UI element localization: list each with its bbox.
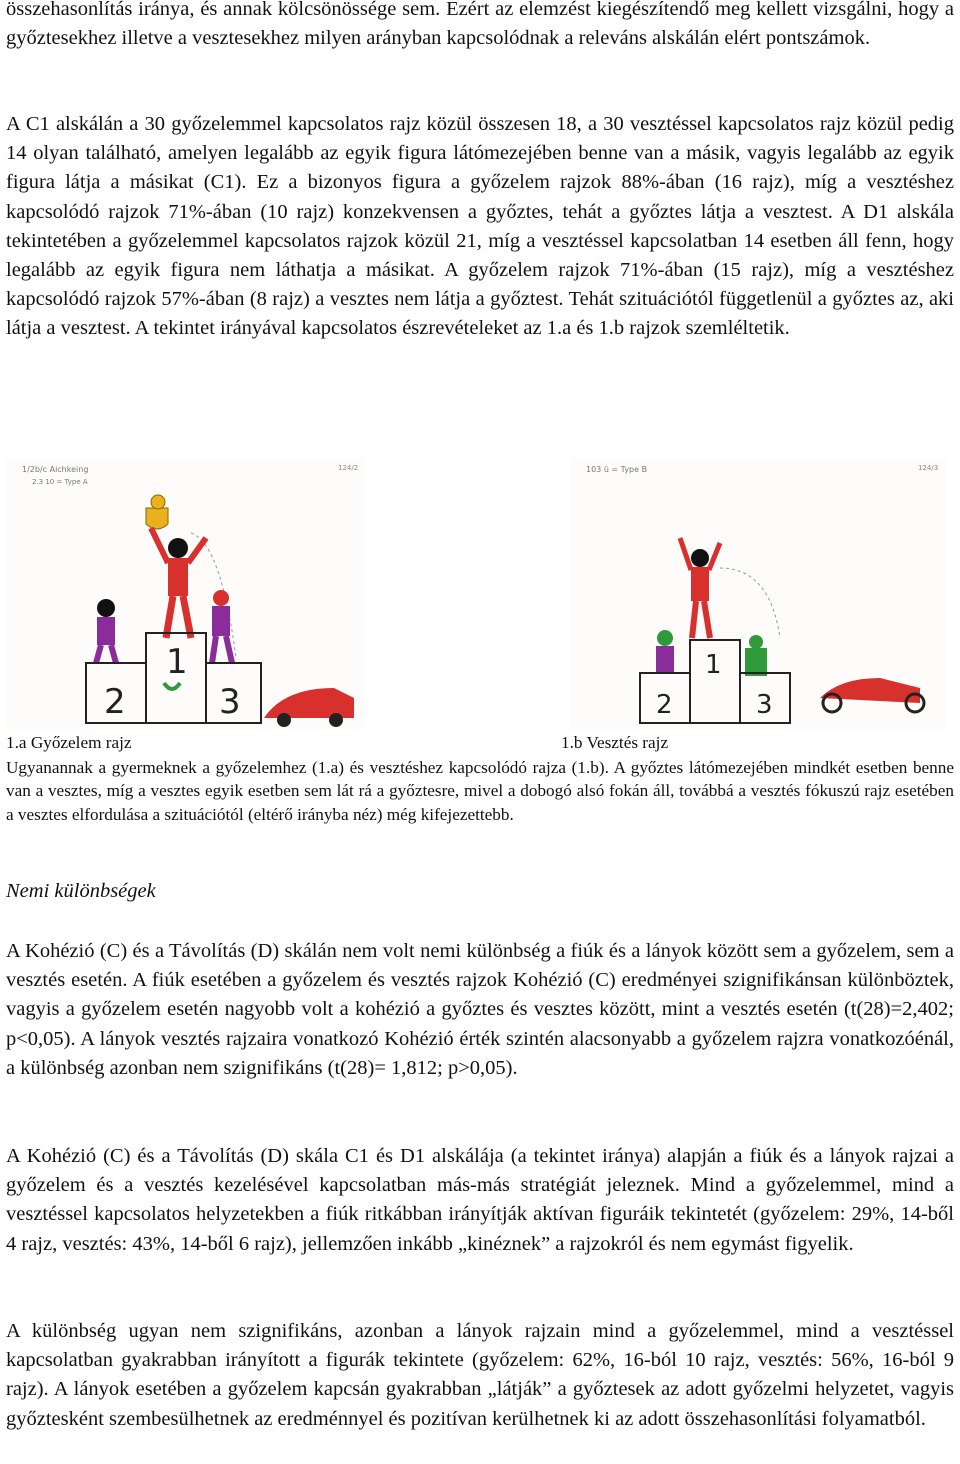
figure-1a-podium-1: 1: [166, 642, 188, 682]
figure-1a-victory-drawing: [6, 458, 364, 730]
figure-1a-handwriting-sub: 2.3 10 = Type A: [32, 478, 88, 486]
paragraph-c1-d1: A C1 alskálán a 30 győzelemmel kapcsolatos rajz közül összesen 18, a 30 vesztéssel kapcsolatos rajz közül pedig 14 olyan található, amelyen legalább az egyik figura látómezejében benne van a másik, vagyis legalább az egyik figura látja a másikat (C1). Ez a bizonyos figura a győzelem rajzok 88%-ában (16 rajz), míg a vesztéshez kapcsolódó rajzok 71%-ában (10 rajz) konzekvensen a győztes, tehát a győztes látja a vesztest. A D1 alskála tekintetében a győzelemmel kapcsolatos rajzok közül 21, míg a vesztéssel kapcsolatban 14 esetben áll fenn, hogy legalább az egyik figura nem láthatja a másikat. A győzelem rajzok 71%-ában (15 rajz), míg a vesztéshez kapcsolódó rajzok 57%-ában (8 rajz) a vesztes nem látja a győztest. Tehát szituációtól függetlenül a győztes az, aki látja a vesztest. A tekintet irányával kapcsolatos észrevételeket az 1.a és 1.b rajzok szemléltetik.: [6, 113, 954, 340]
section-heading: Nemi különbségek: [6, 880, 156, 902]
paragraph-figure-note: Ugyanannak a gyermeknek a győzelemhez (1.a) és vesztéshez kapcsolódó rajza (1.b). A győztes látómezejében mindkét esetben benne van a vesztes, míg a vesztes egyik esetben sem lát rá a győztesre, mivel a dobogó alsó fokán áll, továbbá a vesztés fókuszú rajz esetében a vesztes elfordulása a szituációtól (eltérő irányba néz) még kifejezettebb.: [6, 758, 954, 824]
figure-1b-podium-2: 2: [656, 690, 673, 720]
figure-1a-podium-3: 3: [219, 682, 241, 722]
figure-1b-loss-drawing: [570, 458, 946, 730]
figure-1a-handwriting: 1/2b/c Aichkeing: [22, 465, 89, 474]
figure-1a-corner-note: 124/2: [338, 464, 359, 472]
paragraph-gender-3: A különbség ugyan nem szignifikáns, azonban a lányok rajzain mind a győzelemmel, mind a vesztéssel kapcsolatban gyakrabban irányított a figurák tekintete (győzelem: 62%, 16-ból 10 rajz, vesztés: 56%, 16-ból 9 rajz). A lányok esetében a győzelem kapcsán gyakrabban „látják” a győztesek az adott győzelmi helyzetet, vagyis győztesként szembesülhetnek az eredménnyel és pozitívan kerülhetnek ki az adott összehasonlítási folyamatból.: [6, 1320, 954, 1430]
paragraph-gender-2: A Kohézió (C) és a Távolítás (D) skála C1 és D1 alskálája (a tekintet iránya) alapján a fiúk és a lányok rajzai a győzelem és a vesztés kezelésével kapcsolatban más-más stratégiát jeleznek. Mind a győzelemmel, mind a vesztéssel kapcsolatos helyzetekben a fiúk ritkábban irányítják aktívan figuráik tekintetét (győzelem: 29%, 14-ből 4 rajz, vesztés: 43%, 14-ből 6 rajz), jellemzően inkább „kinéznek” a rajzokról és nem egymást figyelik.: [6, 1145, 954, 1255]
figure-1b-corner-note: 124/3: [918, 464, 939, 472]
figure-1b-podium-3: 3: [756, 690, 773, 720]
paragraph-intro-tail: összehasonlítás iránya, és annak kölcsönössége sem. Ezért az elemzést kiegészítendő meg kellett vizsgálni, hogy a győztesekhez illetve a vesztesekhez milyen arányban kapcsolódnak a releváns alskálán elért pontszámok.: [6, 0, 954, 50]
figure-1a-podium-2: 2: [104, 682, 126, 722]
figure-1b-handwriting: 103 ü = Type B: [586, 465, 648, 474]
paragraph-gender-1: A Kohézió (C) és a Távolítás (D) skálán nem volt nemi különbség a fiúk és a lányok között sem a győzelem, sem a vesztés esetén. A fiúk esetében a győzelem és vesztés rajzok Kohézió (C) eredményei szignifikánsan különböztek, vagyis a győzelem esetén nagyobb volt a kohézió a győztes és vesztes között, mint a vesztés esetén (t(28)=2,402; p<0,05). A lányok vesztés rajzaira vonatkozó Kohézió érték szintén alacsonyabb a győzelem rajzra vonatkozóénál, a különbség azonban nem szignifikáns (t(28)= 1,812; p>0,05).: [6, 940, 954, 1079]
figure-1b-caption: 1.b Vesztés rajz: [561, 733, 669, 752]
figure-1a-caption: 1.a Győzelem rajz: [6, 733, 132, 752]
figure-1b-podium-1: 1: [705, 650, 722, 680]
